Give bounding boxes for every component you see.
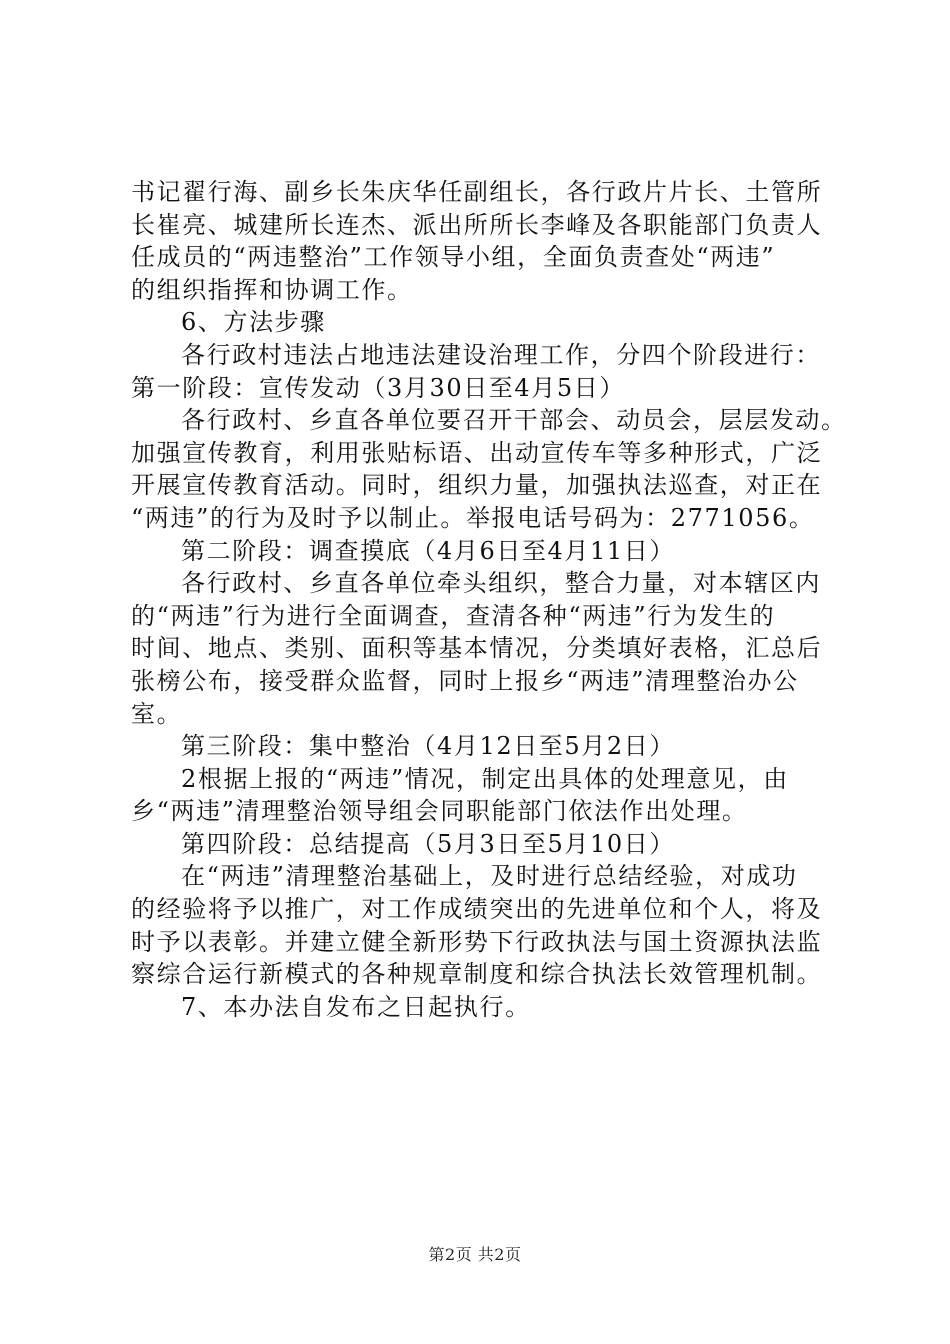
text-line: 第一阶段：宣传发动（3月30日至4月5日） <box>131 373 625 402</box>
text-line: 6、方法步骤 <box>181 308 326 337</box>
text-line: 各行政村违法占地违法建设治理工作，分四个阶段进行： <box>181 340 821 369</box>
page-footer: 第2页 共2页 <box>428 1245 522 1264</box>
text-line: 的“两违”行为进行全面调查，查清各种“两违”行为发生的 <box>131 601 776 630</box>
text-line: 的经验将予以推广，对工作成绩突出的先进单位和个人，将及 <box>131 895 823 924</box>
text-line: 第二阶段：调查摸底（4月6日至4月11日） <box>181 536 675 565</box>
text-line: 长崔亮、城建所长连杰、派出所所长李峰及各职能部门负责人 <box>131 210 823 239</box>
text-line: 任成员的“两违整治”工作领导小组，全面负责查处“两违” <box>131 243 776 272</box>
text-line: 时间、地点、类别、面积等基本情况，分类填好表格，汇总后 <box>131 634 823 663</box>
text-line: 的组织指挥和协调工作。 <box>131 275 413 304</box>
text-line: 时予以表彰。并建立健全新形势下行政执法与国土资源执法监 <box>131 927 823 956</box>
text-line: 开展宣传教育活动。同时，组织力量，加强执法巡查，对正在 <box>131 471 823 500</box>
text-line: 张榜公布，接受群众监督，同时上报乡“两违”清理整治办公 <box>131 666 799 695</box>
text-line: 乡“两违”清理整治领导组会同职能部门依法作出处理。 <box>131 797 748 826</box>
text-line: 第四阶段：总结提高（5月3日至5月10日） <box>181 829 675 858</box>
text-line: “两违”的行为及时予以制止。举报电话号码为：2771056。 <box>131 503 815 532</box>
text-line: 察综合运行新模式的各种规章制度和综合执法长效管理机制。 <box>131 960 823 989</box>
text-line: 第三阶段：集中整治（4月12日至5月2日） <box>181 732 675 761</box>
text-line: 室。 <box>131 699 183 728</box>
document-body <box>131 176 847 1023</box>
text-line: 书记翟行海、副乡长朱庆华任副组长，各行政片片长、土管所 <box>131 178 823 206</box>
text-line: 在“两违”清理整治基础上，及时进行总结经验，对成功 <box>181 862 798 891</box>
text-line: 各行政村、乡直各单位要召开干部会、动员会，层层发动。 <box>181 406 847 435</box>
text-line: 加强宣传教育，利用张贴标语、出动宣传车等多种形式，广泛 <box>131 438 823 467</box>
text-line: 2根据上报的“两违”情况，制定出具体的处理意见，由 <box>181 764 789 793</box>
text-line: 7、本办法自发布之日起执行。 <box>181 992 531 1021</box>
text-line: 各行政村、乡直各单位牵头组织，整合力量，对本辖区内 <box>181 569 821 598</box>
